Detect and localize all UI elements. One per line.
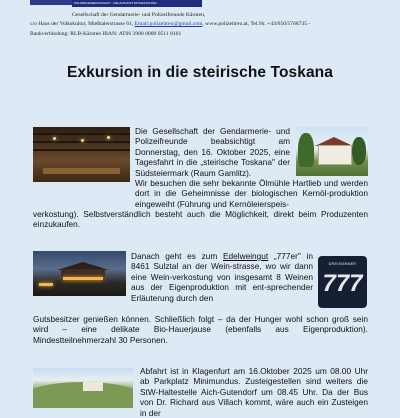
- edelweingut-link[interactable]: Edelweingut: [223, 251, 269, 261]
- section2-prefix: Danach geht es zum: [131, 251, 223, 261]
- letterhead: [30, 11, 375, 39]
- page-title: Exkursion in die steirische Toskana: [67, 64, 333, 81]
- section3-text: Abfahrt ist in Klagenfurt am 16.Oktober 2025 um 08.00 Uhr ab Parkplatz Minimundus. Zusteigestellen sind weiters die StW-Haltestelle Aich-Gutendorf um 08.45 Uhr. Da der Bus von Dr. Richard aus Villach kommt, wäre auch ein Zusteigen in der: [140, 366, 368, 418]
- org-name: Gesellschaft der Gendarmerie- und Polizeifreunde Kärnten,: [72, 12, 206, 18]
- label-number: 777: [322, 270, 363, 297]
- bottle-label-logo: [318, 256, 367, 308]
- section2-part1: „777er" in 8461 Sulztal an der Wein-strasse, wo wir dann eine Wein-verkostung von insgesamt 8 Weinen aus der Eigenproduktion mit ent-sprechender Erläuterung durch den: [131, 251, 314, 303]
- section2-text-a: [131, 251, 313, 303]
- logo-strip: POLIZEIGEWERKSCHAFT · DIE ZUKUNFT MITGESTALTEN: [72, 0, 202, 7]
- address-line: [30, 20, 375, 29]
- interior-photo: [33, 127, 130, 182]
- section1-text-b: Wir besuchen die sehr bekannte Ölmühle Hartlieb und werden dort in die Geheimnisse der biologischen Kernöl-produktion eingeweiht (Führung und Kernöleierspeis-: [135, 178, 368, 209]
- winery-photo: [33, 251, 126, 296]
- section1-text-a: Die Gesellschaft der Gendarmerie- und Polizeifreunde beabsichtigt am Donnerstag, den 16. Oktober 2025, eine Tagesfahrt in die „steirische Toskana" der Südsteiermark (Raum Gamlitz).: [135, 126, 290, 178]
- bank-line: Bankverbindung: RLB-Kärnten IBAN: AT06 3900 0000 0511 8161: [30, 30, 182, 37]
- farmhouse-photo: [296, 127, 368, 176]
- address-prefix: c/o Haus der Volkskultur, Mießtalerstrasse 61,: [30, 21, 134, 28]
- label-brand: DREISIEBNER: [328, 262, 357, 266]
- email-link[interactable]: Email:polizeitreu@gmail.com: [134, 21, 203, 28]
- vineyard-photo: [33, 368, 133, 408]
- address-suffix: , www.polizeitreu.at, Tel.Nr. +43/650/5768735 -: [202, 21, 311, 28]
- section2-text-b: Gutsbesitzer genießen können. Schließlich folgt – da der Hunger wohl schon groß sein wird – eine delikate Bio-Hauerjause (ebenfalls aus Eigenproduktion). Mindestteilnehmerzahl 30 Personen.: [33, 314, 368, 345]
- section1-text-c: verkostung). Selbstverständlich besteht auch die Möglichkeit, direkt beim Produzenten einzukaufen.: [33, 209, 368, 230]
